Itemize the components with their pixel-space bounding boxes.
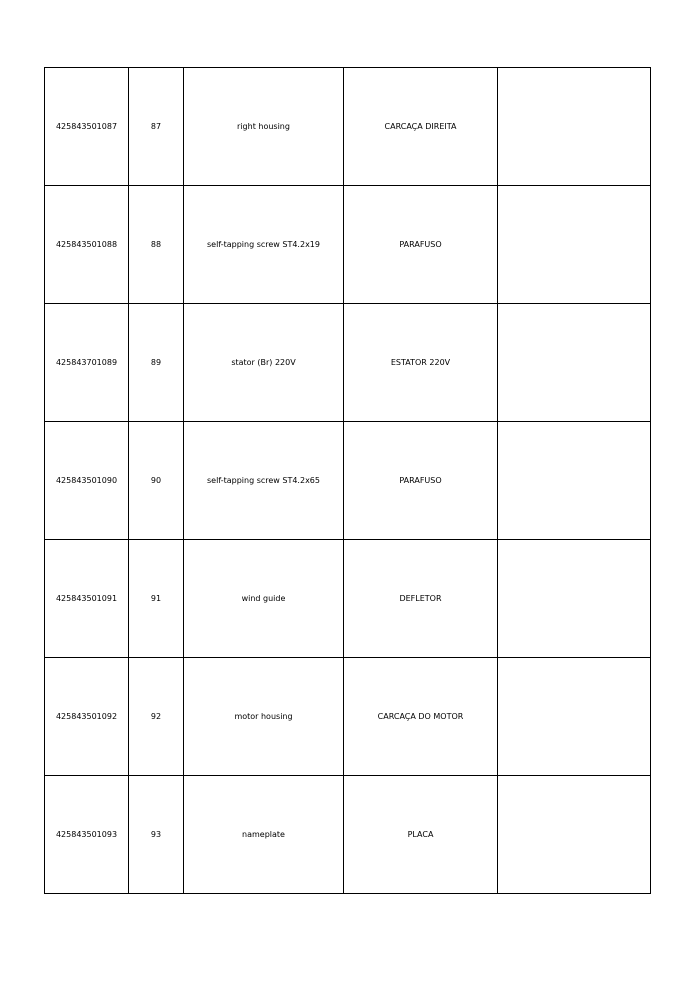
description-en-cell: self-tapping screw ST4.2x65 xyxy=(184,422,344,540)
table-row xyxy=(45,186,651,304)
part-code-cell: 425843501090 xyxy=(45,422,129,540)
part-code-cell: 425843501093 xyxy=(45,776,129,894)
item-number-cell: 93 xyxy=(129,776,184,894)
part-code-cell: 425843501087 xyxy=(45,68,129,186)
table-row xyxy=(45,658,651,776)
description-en-cell: self-tapping screw ST4.2x19 xyxy=(184,186,344,304)
part-code-cell: 425843501092 xyxy=(45,658,129,776)
item-number-cell: 91 xyxy=(129,540,184,658)
empty-cell xyxy=(498,540,651,658)
item-number-cell: 90 xyxy=(129,422,184,540)
part-code-cell: 425843501088 xyxy=(45,186,129,304)
item-number-cell: 87 xyxy=(129,68,184,186)
description-pt-cell: CARCAÇA DIREITA xyxy=(344,68,498,186)
part-code-cell: 425843701089 xyxy=(45,304,129,422)
part-code-cell: 425843501091 xyxy=(45,540,129,658)
empty-cell xyxy=(498,776,651,894)
description-en-cell: motor housing xyxy=(184,658,344,776)
item-number-cell: 89 xyxy=(129,304,184,422)
item-number-cell: 88 xyxy=(129,186,184,304)
description-en-cell: right housing xyxy=(184,68,344,186)
description-pt-cell: CARCAÇA DO MOTOR xyxy=(344,658,498,776)
table-row xyxy=(45,68,651,186)
empty-cell xyxy=(498,422,651,540)
table-row xyxy=(45,422,651,540)
description-pt-cell: PLACA xyxy=(344,776,498,894)
description-pt-cell: DEFLETOR xyxy=(344,540,498,658)
table-row xyxy=(45,540,651,658)
empty-cell xyxy=(498,658,651,776)
description-pt-cell: PARAFUSO xyxy=(344,422,498,540)
description-en-cell: nameplate xyxy=(184,776,344,894)
table-row xyxy=(45,304,651,422)
description-en-cell: wind guide xyxy=(184,540,344,658)
parts-table xyxy=(44,67,651,894)
empty-cell xyxy=(498,68,651,186)
description-en-cell: stator (Br) 220V xyxy=(184,304,344,422)
empty-cell xyxy=(498,186,651,304)
item-number-cell: 92 xyxy=(129,658,184,776)
empty-cell xyxy=(498,304,651,422)
table-row xyxy=(45,776,651,894)
description-pt-cell: ESTATOR 220V xyxy=(344,304,498,422)
description-pt-cell: PARAFUSO xyxy=(344,186,498,304)
